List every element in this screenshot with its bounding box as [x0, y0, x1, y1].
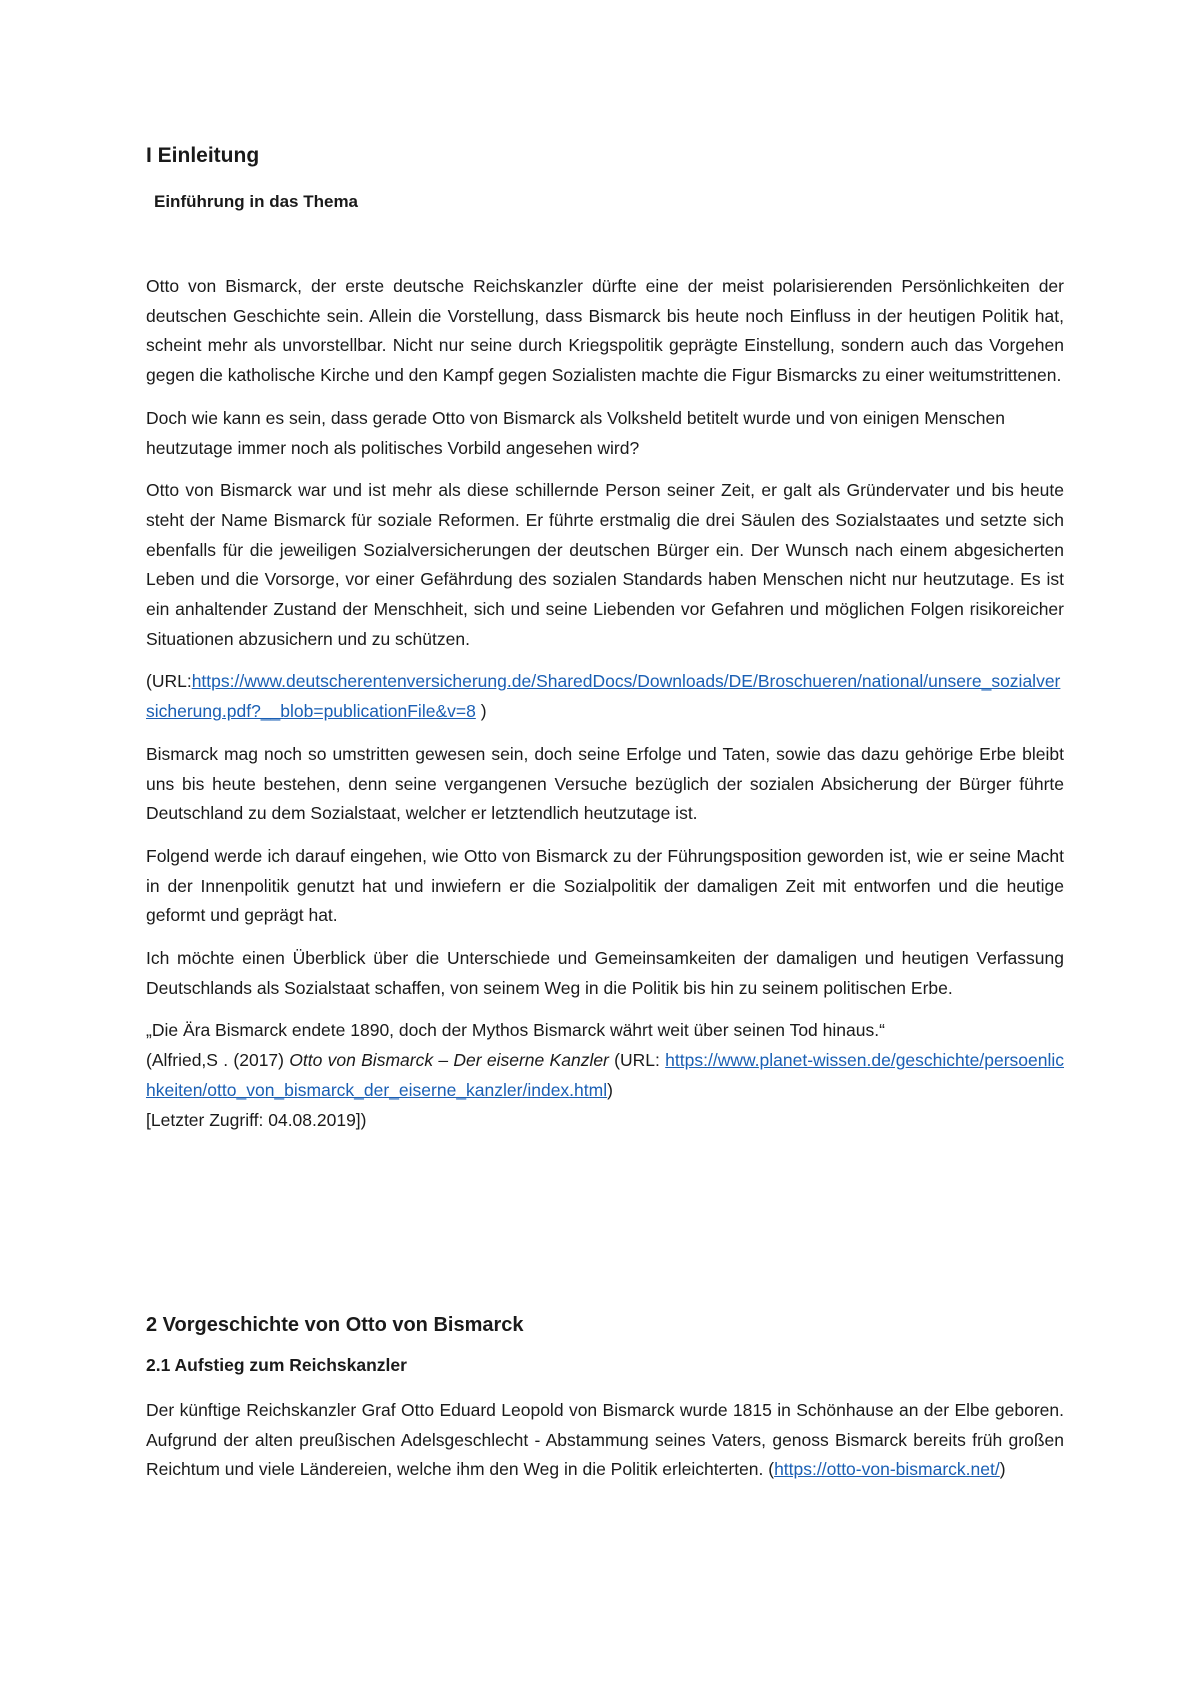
quote-cite-link[interactable]: https://www.planet-wissen.de/geschichte/persoenlichkeiten/otto_von_bismarck_der_eiserne_kanzler/index.html	[146, 1050, 1064, 1100]
paragraph-3: Otto von Bismarck war und ist mehr als diese schillernde Person seiner Zeit, er galt als Gründervater und bis heute steht der Name Bismarck für soziale Reformen. Er führte erstmalig die drei Säulen des Sozialstaates und setzte sich ebenfalls für die jeweiligen Sozialversicherungen der deutschen Bürger ein. Der Wunsch nach einem abgesicherten Leben und die Vorsorge, vor einer Gefährdung des sozialen Standards haben Menschen nicht nur heutzutage. Es ist ein anhaltender Zustand der Menschheit, sich und seine Liebenden vor Gefahren und möglichen Folgen risikoreicher Situationen abzusichern und zu schützen.	[146, 480, 1064, 649]
quote-cite-url-prefix: (URL:	[608, 1050, 666, 1071]
paragraph-7-link[interactable]: https://otto-von-bismarck.net/	[774, 1459, 1000, 1480]
quote-cite-prefix: (Alfried,S . (2017)	[146, 1050, 290, 1071]
heading-einleitung: I Einleitung	[146, 144, 260, 167]
quote-block	[146, 1016, 1064, 1135]
paragraph-2: Doch wie kann es sein, dass gerade Otto von Bismarck als Volksheld betitelt wurde und von einigen Menschen heutzutage immer noch als politisches Vorbild angesehen wird?	[146, 407, 1005, 458]
paragraph-7-suffix: )	[999, 1459, 1006, 1480]
quote-text: „Die Ära Bismarck endete 1890, doch der Mythos Bismarck währt weit über seinen Tod hinaus.“	[146, 1020, 885, 1041]
paragraph-7	[146, 1396, 1064, 1485]
reference-1-link[interactable]: https://www.deutscherentenversicherung.de/SharedDocs/Downloads/DE/Broschueren/national/unsere_sozialversicherung.pdf?__blob=publicationFile&v=8	[146, 671, 1061, 722]
heading-vorgeschichte: 2 Vorgeschichte von Otto von Bismarck	[146, 1314, 524, 1336]
reference-1-prefix: (URL:	[146, 671, 192, 692]
quote-access-date: [Letzter Zugriff: 04.08.2019])	[146, 1109, 367, 1130]
paragraph-1: Otto von Bismarck, der erste deutsche Reichskanzler dürfte eine der meist polarisierenden Persönlichkeiten der deutschen Geschichte sein. Allein die Vorstellung, dass Bismarck bis heute noch Einfluss in der heutigen Politik hat, scheint mehr als unvorstellbar. Nicht nur seine durch Kriegspolitik geprägte Einstellung, sondern auch das Vorgehen gegen die katholische Kirche und den Kampf gegen Sozialisten machte die Figur Bismarcks zu einer weitumstrittenen.	[146, 276, 1064, 386]
reference-1	[146, 667, 1064, 726]
paragraph-7-text: Der künftige Reichskanzler Graf Otto Eduard Leopold von Bismarck wurde 1815 in Schönhause an der Elbe geboren. Aufgrund der alten preußischen Adelsgeschlecht - Abstammung seines Vaters, genoss Bismarck bereits früh großen Reichtum und viele Ländereien, welche ihm den Weg in die Politik erleichterten. (	[146, 1400, 1064, 1480]
paragraph-4: Bismarck mag noch so umstritten gewesen sein, doch seine Erfolge und Taten, sowie das dazu gehörige Erbe bleibt uns bis heute bestehen, denn seine vergangenen Versuche bezüglich der sozialen Absicherung der Bürger führte Deutschland zu dem Sozialstaat, welcher er letztendlich heutzutage ist.	[146, 743, 1064, 824]
subheading-einfuehrung: Einführung in das Thema	[154, 192, 359, 211]
introduction-body	[146, 272, 1064, 1135]
paragraph-5: Folgend werde ich darauf eingehen, wie Otto von Bismarck zu der Führungsposition geworden ist, wie er seine Macht in der Innenpolitik genutzt hat und inwiefern er die Sozialpolitik der damaligen Zeit mit entworfen und die heutige geformt und geprägt hat.	[146, 845, 1064, 926]
paragraph-6: Ich möchte einen Überblick über die Unterschiede und Gemeinsamkeiten der damaligen und heutigen Verfassung Deutschlands als Sozialstaat schaffen, von seinem Weg in die Politik bis hin zu seinem politischen Erbe.	[146, 948, 1064, 998]
quote-cite-title: Otto von Bismarck – Der eiserne Kanzler	[289, 1050, 609, 1071]
heading-aufstieg: 2.1 Aufstieg zum Reichskanzler	[146, 1355, 407, 1375]
section-2-body	[146, 1396, 1064, 1485]
reference-1-suffix: )	[475, 701, 487, 722]
quote-cite-suffix: )	[607, 1079, 613, 1100]
